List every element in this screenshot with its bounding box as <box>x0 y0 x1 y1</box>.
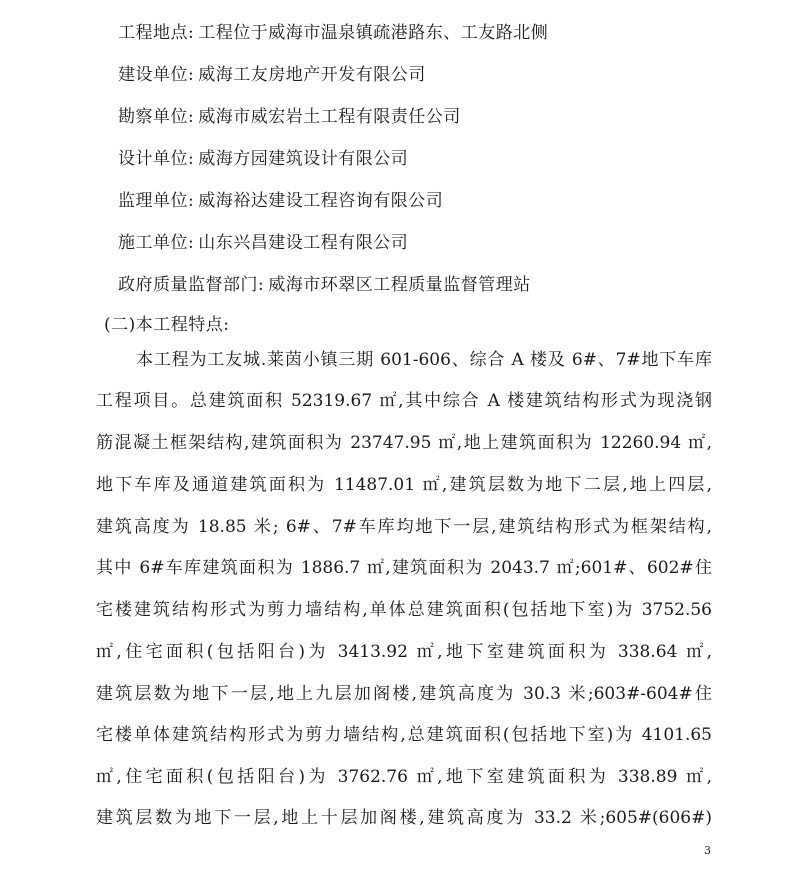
page-number: 3 <box>704 844 711 857</box>
info-value: 威海市环翠区工程质量监督管理站 <box>268 275 531 295</box>
info-value: 威海市威宏岩土工程有限责任公司 <box>198 107 461 127</box>
info-value: 威海工友房地产开发有限公司 <box>198 65 426 85</box>
info-label: 勘察单位: <box>118 107 195 127</box>
paragraph-line: 建筑高度为 18.85 米; 6#、7#车库均地下一层,建筑结构形式为框架结构, <box>96 517 712 537</box>
info-value: 威海裕达建设工程咨询有限公司 <box>198 191 444 211</box>
paragraph-line: 筋混凝土框架结构,建筑面积为 23747.95 ㎡,地上建筑面积为 12260.94 ㎡, <box>96 433 712 453</box>
info-value: 威海方园建筑设计有限公司 <box>198 149 409 169</box>
info-value: 工程位于威海市温泉镇疏港路东、工友路北侧 <box>198 23 549 43</box>
info-label: 建设单位: <box>118 65 195 85</box>
paragraph-line: 建筑层数为地下一层,地上十层加阁楼,建筑高度为 33.2 米;605#(606#) <box>96 808 712 828</box>
info-label: 施工单位: <box>118 233 195 253</box>
section-heading: (二)本工程特点: <box>104 315 230 335</box>
info-line-survey <box>118 106 461 128</box>
paragraph-line: 宅楼单体建筑结构形式为剪力墙结构,总建筑面积(包括地下室)为 4101.65 <box>96 725 712 745</box>
info-line-construction <box>118 232 408 254</box>
paragraph-line: 工程项目。总建筑面积 52319.67 ㎡,其中综合 A 楼建筑结构形式为现浇钢 <box>96 391 712 411</box>
info-line-supervision <box>118 190 443 212</box>
paragraph-line: 本工程为工友城.莱茵小镇三期 601-606、综合 A 楼及 6#、7#地下车库 <box>136 350 712 370</box>
info-value: 山东兴昌建设工程有限公司 <box>198 233 409 253</box>
info-line-location <box>118 22 548 44</box>
info-line-government-supervision <box>118 274 531 296</box>
info-label: 设计单位: <box>118 149 195 169</box>
info-line-design <box>118 148 408 170</box>
info-label: 监理单位: <box>118 191 195 211</box>
info-label: 工程地点: <box>118 23 195 43</box>
info-line-developer <box>118 64 426 86</box>
paragraph-line: 地下车库及通道建筑面积为 11487.01 ㎡,建筑层数为地下二层,地上四层, <box>96 475 712 495</box>
info-label: 政府质量监督部门: <box>118 275 265 295</box>
paragraph-line: 其中 6#车库建筑面积为 1886.7 ㎡,建筑面积为 2043.7 ㎡;601#、602#住 <box>96 558 712 578</box>
paragraph-line: 宅楼建筑结构形式为剪力墙结构,单体总建筑面积(包括地下室)为 3752.56 <box>96 600 712 620</box>
paragraph-line: 建筑层数为地下一层,地上九层加阁楼,建筑高度为 30.3 米;603#-604#住 <box>96 684 712 704</box>
paragraph-line: ㎡,住宅面积(包括阳台)为 3762.76 ㎡,地下室建筑面积为 338.89 ㎡, <box>96 767 712 787</box>
paragraph-line: ㎡,住宅面积(包括阳台)为 3413.92 ㎡,地下室建筑面积为 338.64 ㎡, <box>96 642 712 662</box>
